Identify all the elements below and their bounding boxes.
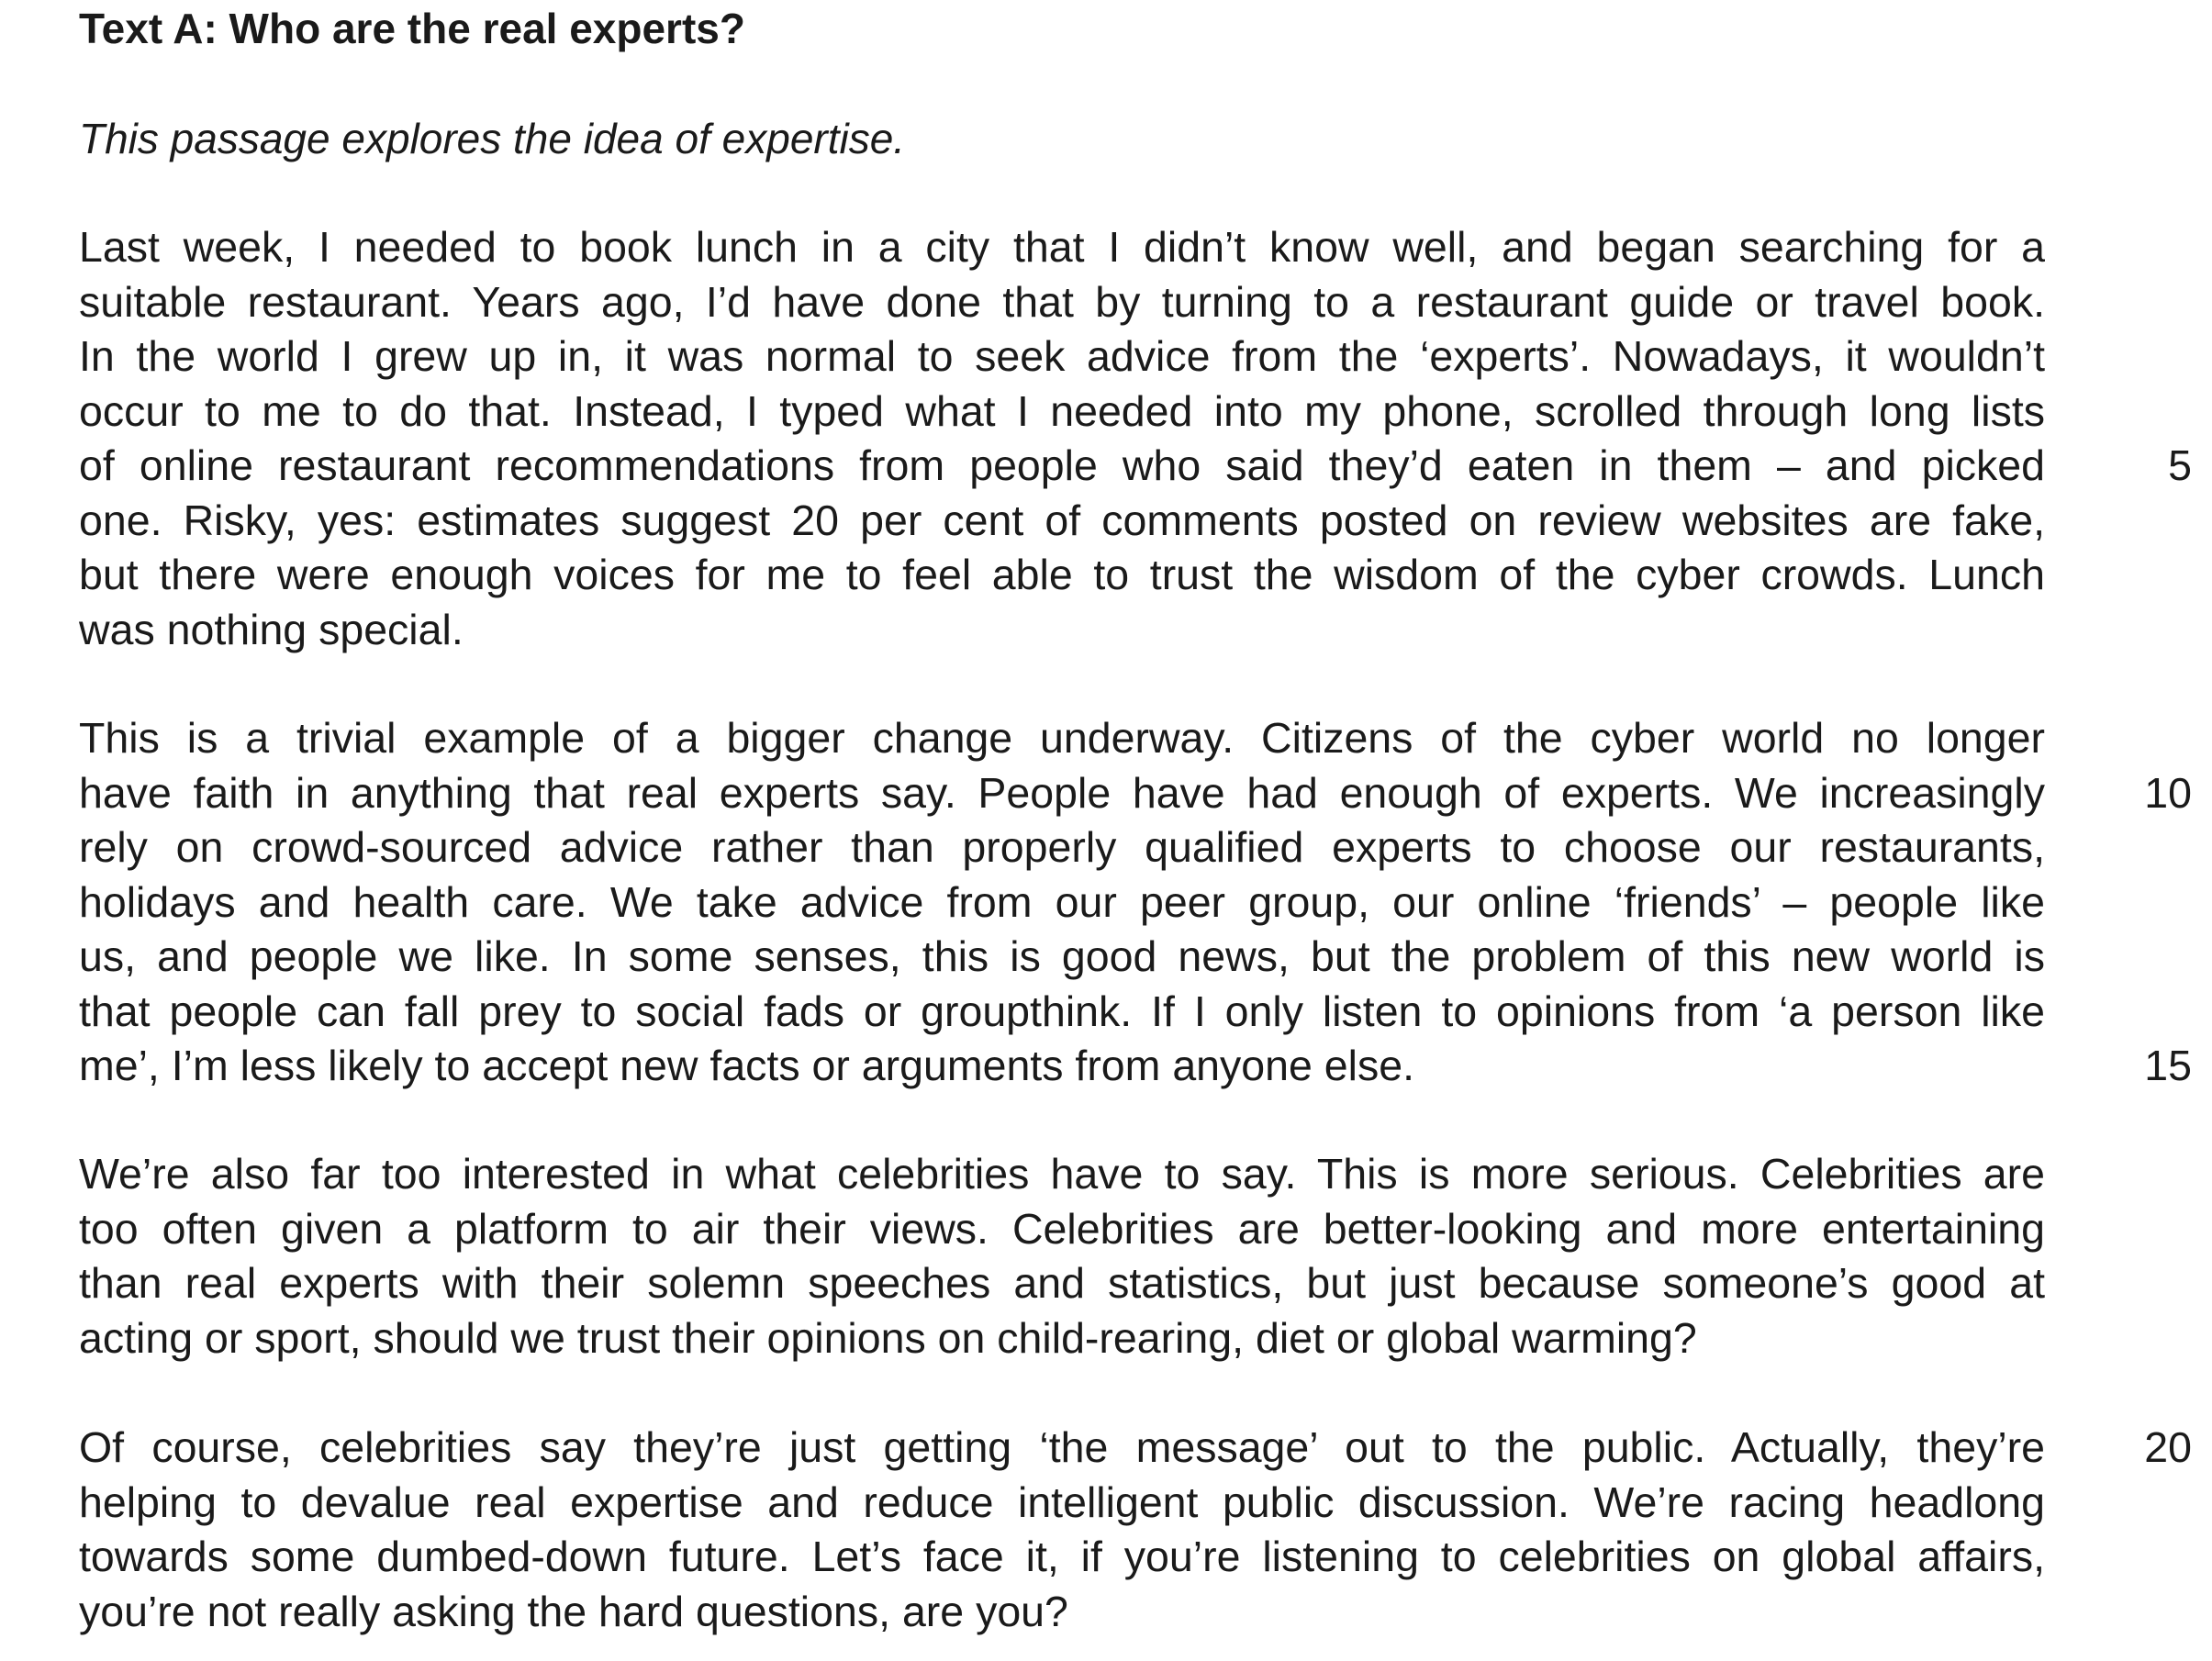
text-line: us, and people we like. In some senses, this is good news, but the problem of this new world is	[79, 932, 2045, 980]
paragraph-1	[79, 220, 2045, 657]
line-number-15: 15	[2144, 1042, 2192, 1089]
text-line: Last week, I needed to book lunch in a city that I didn’t know well, and began searching for a	[79, 223, 2045, 271]
paragraph-4	[79, 1421, 2045, 1639]
text-line: suitable restaurant. Years ago, I’d have done that by turning to a restaurant guide or travel book.	[79, 277, 2045, 326]
text-line: rely on crowd-sourced advice rather than properly qualified experts to choose our restaurants,	[79, 823, 2045, 871]
text-line: of online restaurant recommendations from people who said they’d eaten in them – and picked	[79, 441, 2045, 489]
text-line: We’re also far too interested in what celebrities have to say. This is more serious. Celebrities are	[79, 1150, 2045, 1198]
paragraph-2	[79, 711, 2045, 1094]
text-line: that people can fall prey to social fads or groupthink. If I only listen to opinions from ‘a person like	[79, 987, 2045, 1035]
text-line: occur to me to do that. Instead, I typed what I needed into my phone, scrolled through long lists	[79, 386, 2045, 435]
text-line: towards some dumbed-down future. Let’s face it, if you’re listening to celebrities on global affairs,	[79, 1533, 2045, 1580]
text-line: than real experts with their solemn speeches and statistics, but just because someone’s good at	[79, 1259, 2045, 1307]
text-line: me’, I’m less likely to accept new facts or arguments from anyone else.	[79, 1042, 1415, 1089]
paragraph-3	[79, 1147, 2045, 1366]
line-number-5: 5	[2168, 441, 2192, 489]
text-line: one. Risky, yes: estimates suggest 20 per cent of comments posted on review websites are fake,	[79, 496, 2045, 544]
text-line: you’re not really asking the hard questions, are you?	[79, 1587, 1068, 1635]
text-line: acting or sport, should we trust their opinions on child-rearing, diet or global warming?	[79, 1313, 1697, 1362]
text-line: too often given a platform to air their views. Celebrities are better-looking and more entertaining	[79, 1204, 2045, 1253]
line-number-10: 10	[2144, 769, 2192, 817]
text-line: In the world I grew up in, it was normal to seek advice from the ‘experts’. Nowadays, it wouldn’t	[79, 332, 2045, 380]
text-line: holidays and health care. We take advice from our peer group, our online ‘friends’ – people like	[79, 877, 2045, 926]
line-number-20: 20	[2144, 1423, 2192, 1471]
text-line: helping to devalue real expertise and reduce intelligent public discussion. We’re racing headlong	[79, 1477, 2045, 1526]
text-line: Of course, celebrities say they’re just getting ‘the message’ out to the public. Actually, they’re	[79, 1423, 2045, 1471]
text-line: This is a trivial example of a bigger change underway. Citizens of the cyber world no longer	[79, 714, 2045, 762]
passage-title: Text A: Who are the real experts?	[79, 5, 745, 52]
text-line: have faith in anything that real experts say. People have had enough of experts. We increasingly	[79, 768, 2045, 817]
passage-intro: This passage explores the idea of expertise.	[79, 115, 906, 162]
text-line: but there were enough voices for me to feel able to trust the wisdom of the cyber crowds. Lunch	[79, 551, 2045, 598]
text-line: was nothing special.	[79, 605, 464, 653]
